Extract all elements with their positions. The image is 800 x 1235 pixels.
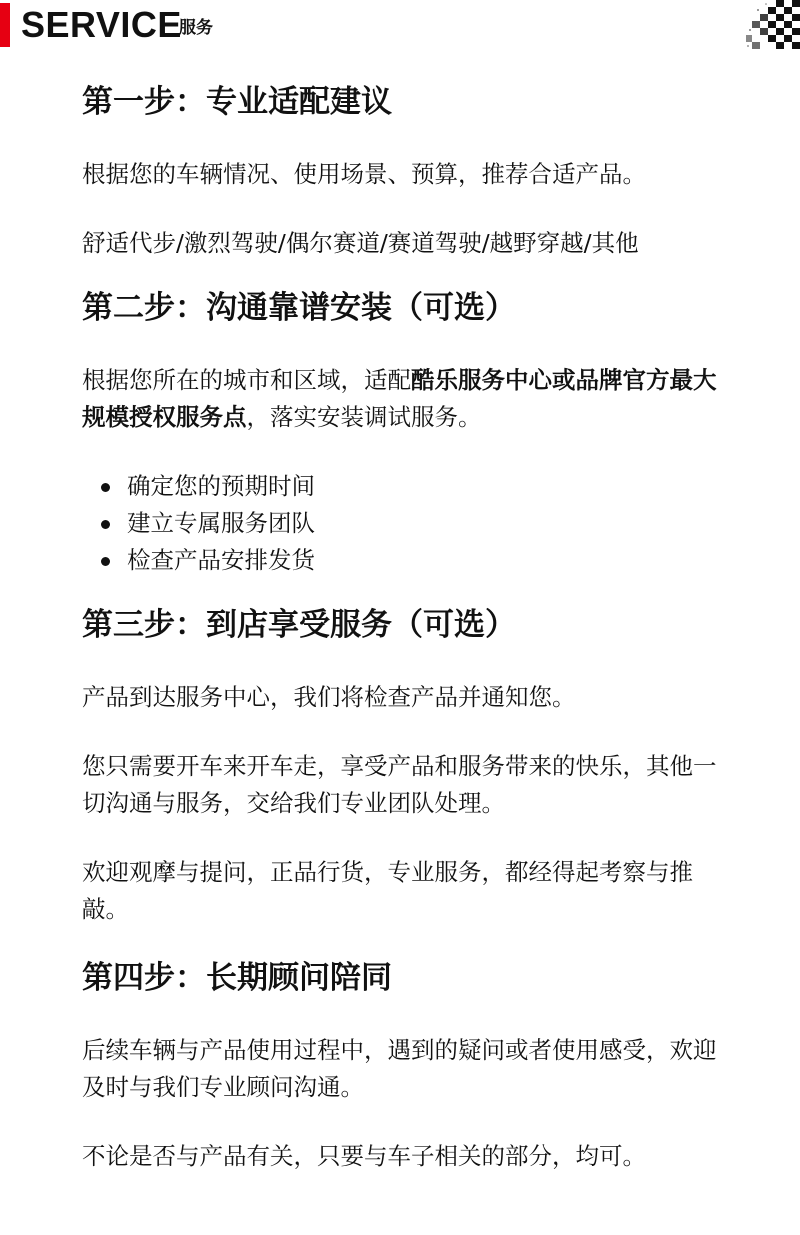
step-title: 第二步：沟通靠谱安装（可选） bbox=[82, 290, 516, 326]
main-content bbox=[82, 76, 732, 1175]
checkered-flag-icon bbox=[746, 0, 800, 50]
accent-bar bbox=[0, 3, 10, 47]
step-paragraph: 不论是否与产品有关，只要与车子相关的部分，均可。 bbox=[82, 1142, 646, 1170]
scenario-list: 舒适代步/激烈驾驶/偶尔赛道/赛道驾驶/越野穿越/其他 bbox=[82, 229, 639, 257]
step-paragraph: 后续车辆与产品使用过程中，遇到的疑问或者使用感受，欢迎及时与我们专业顾问沟通。 bbox=[82, 1036, 717, 1101]
paragraph-text: ，落实安装调试服务。 bbox=[246, 403, 482, 431]
bullet-icon bbox=[101, 483, 110, 492]
bullet-list bbox=[82, 468, 732, 579]
step-3 bbox=[82, 599, 732, 928]
step-4 bbox=[82, 952, 732, 1175]
bullet-icon bbox=[101, 557, 110, 566]
list-item: 确定您的预期时间 bbox=[82, 468, 732, 505]
service-center-highlight: 酷乐服务中心或品牌官方最大规模授权服务点 bbox=[82, 366, 717, 431]
step-title: 第一步：专业适配建议 bbox=[82, 84, 392, 120]
step-title: 第三步：到店享受服务（可选） bbox=[82, 607, 516, 643]
step-paragraph: 根据您的车辆情况、使用场景、预算，推荐合适产品。 bbox=[82, 160, 646, 188]
step-paragraph: 欢迎观摩与提问，正品行货，专业服务，都经得起考察与推敲。 bbox=[82, 858, 693, 923]
step-title: 第四步：长期顾问陪同 bbox=[82, 960, 392, 996]
bullet-icon bbox=[101, 520, 110, 529]
step-2 bbox=[82, 282, 732, 579]
step-paragraph: 您只需要开车来开车走，享受产品和服务带来的快乐，其他一切沟通与服务，交给我们专业团队处理。 bbox=[82, 752, 717, 817]
list-item: 检查产品安排发货 bbox=[82, 542, 732, 579]
paragraph-text: 根据您所在的城市和区域，适配 bbox=[82, 366, 411, 394]
page-title: SERVICE bbox=[21, 4, 182, 45]
list-item: 建立专属服务团队 bbox=[82, 505, 732, 542]
step-paragraph: 产品到达服务中心，我们将检查产品并通知您。 bbox=[82, 683, 576, 711]
page-subtitle: 服务 bbox=[179, 18, 213, 38]
page-header bbox=[0, 0, 800, 52]
step-1 bbox=[82, 76, 732, 262]
step-paragraph bbox=[82, 362, 732, 436]
